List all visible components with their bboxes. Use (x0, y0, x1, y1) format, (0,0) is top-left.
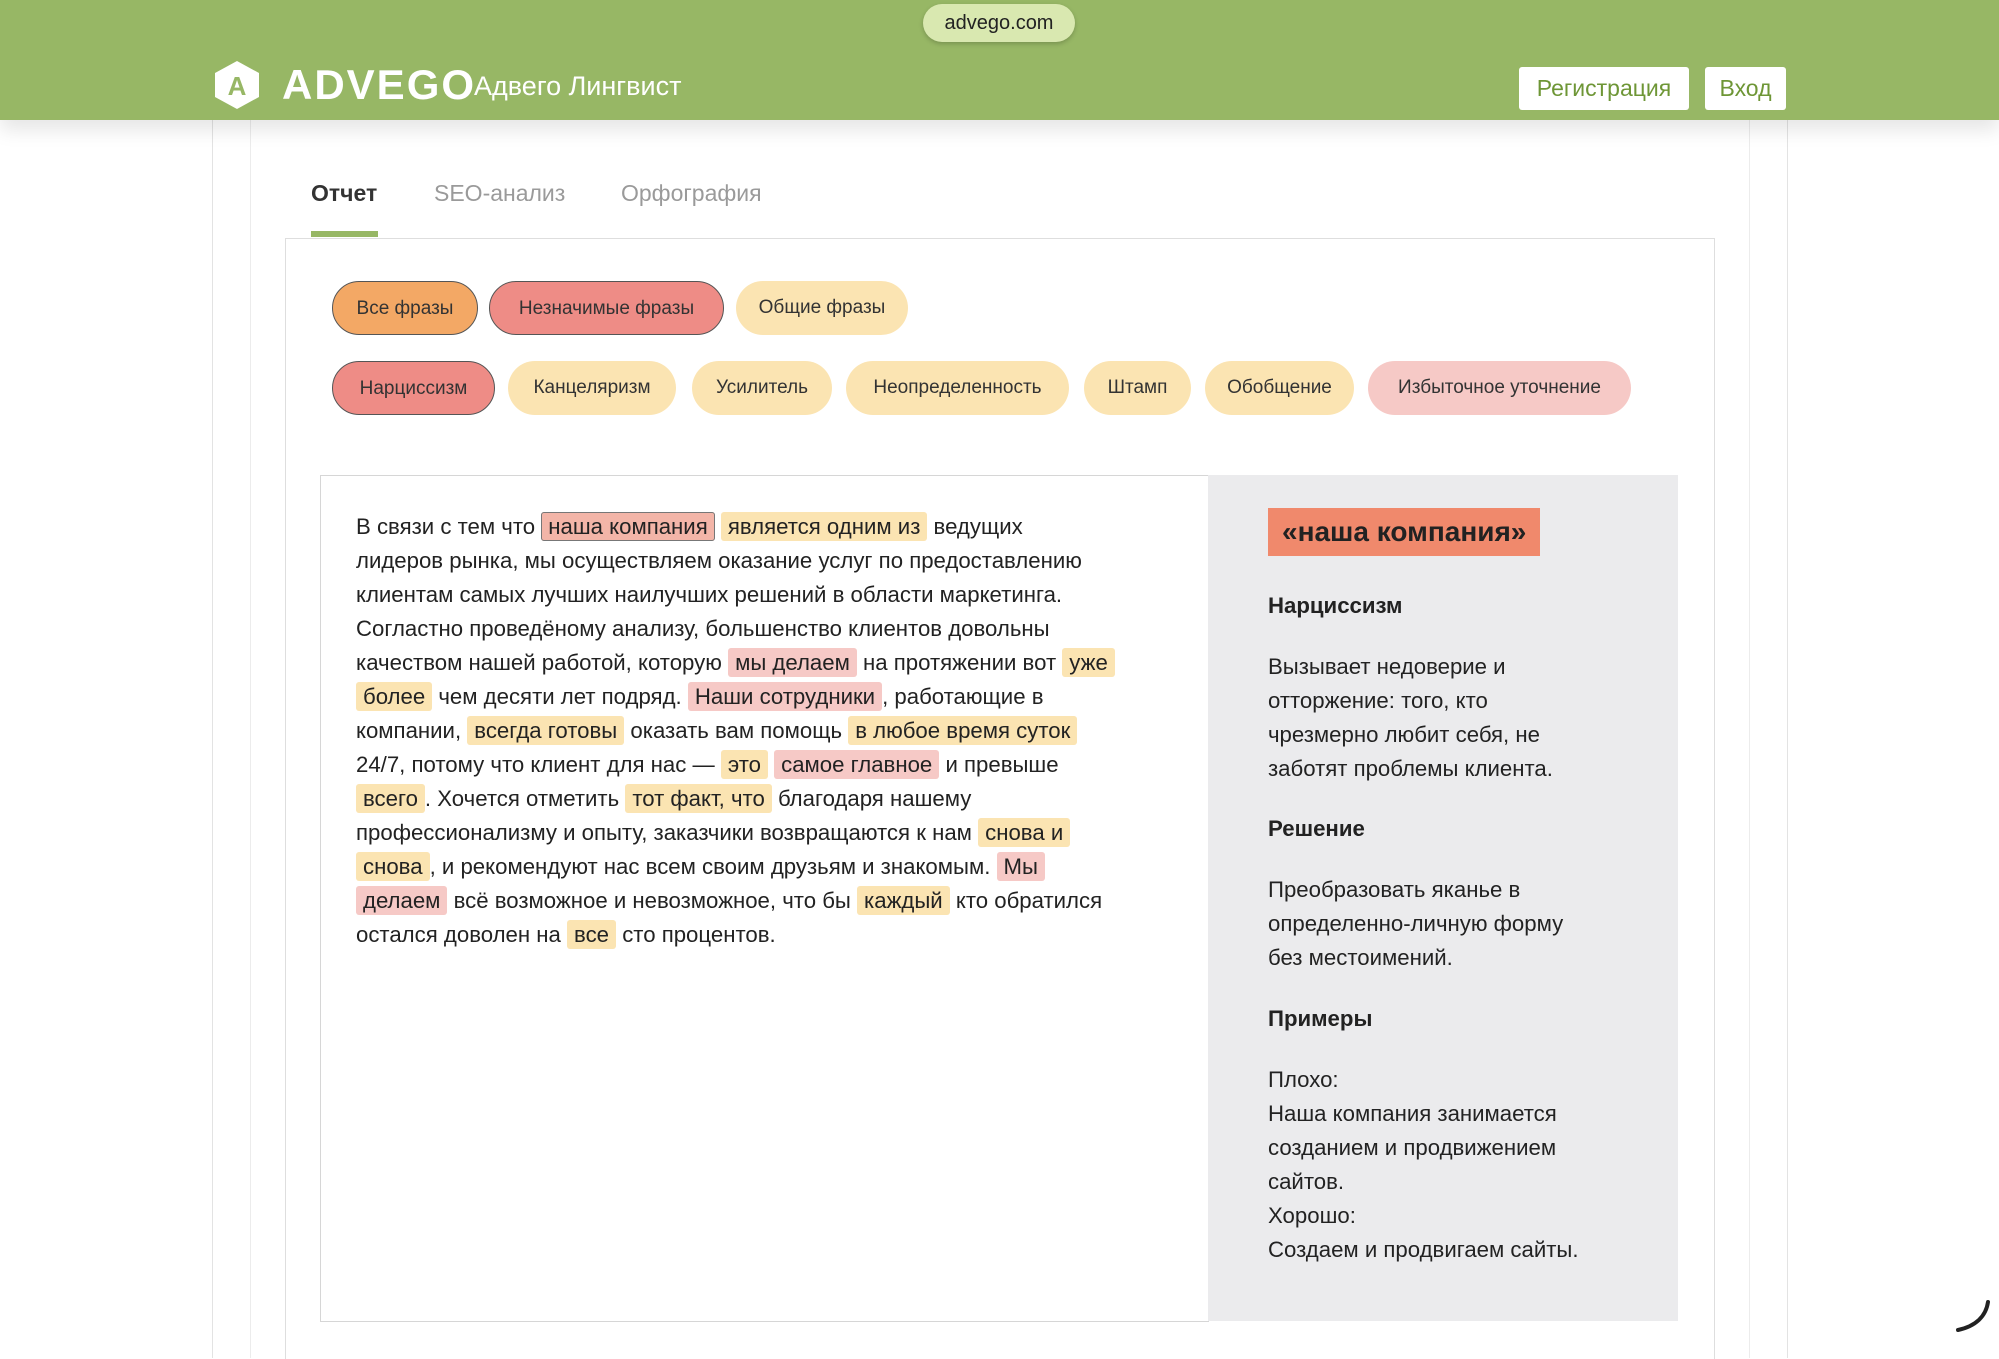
text-segment: Согластно проведёному анализу, большенство клиентов довольны (356, 616, 1050, 641)
text-segment: оказать вам помощь (624, 718, 849, 743)
login-button[interactable]: Вход (1705, 67, 1786, 110)
brand-name[interactable]: ADVEGO (282, 61, 477, 108)
highlighted-phrase[interactable]: все (567, 920, 616, 949)
text-segment: В связи с тем что (356, 514, 542, 539)
filter-insignificant-phrases[interactable]: Незначимые фразы (489, 281, 724, 335)
text-line (356, 918, 1186, 952)
filter-officialese[interactable]: Канцеляризм (508, 361, 676, 415)
tab-seo-analysis[interactable]: SEO-анализ (434, 180, 566, 206)
examples-text: Плохо: Наша компания занимается созданием и продвижением сайтов. Хорошо: Создаем и продвигаем сайты. (1268, 1067, 1579, 1262)
svg-text:A: A (227, 71, 247, 101)
highlighted-phrase[interactable]: самое главное (774, 750, 939, 779)
filter-narcissism[interactable]: Нарциссизм (332, 361, 495, 415)
text-line (356, 782, 1186, 816)
text-segment: ведущих (927, 514, 1023, 539)
brand-subtitle: Адвего Лингвист (474, 71, 682, 101)
highlighted-phrase[interactable]: всего (356, 784, 425, 813)
tab-spelling[interactable]: Орфография (621, 180, 762, 206)
advego-logo-icon[interactable] (211, 59, 263, 111)
text-line (356, 714, 1186, 748)
active-tab-indicator (311, 231, 378, 237)
text-line (356, 646, 1186, 680)
text-line (356, 578, 1186, 612)
text-segment: всё возможное и невозможное, что бы (447, 888, 858, 913)
highlighted-phrase[interactable]: Наши сотрудники (688, 682, 882, 711)
filter-common-phrases[interactable]: Общие фразы (736, 281, 908, 335)
text-segment: сто процентов. (616, 922, 776, 947)
filter-cliche[interactable]: Штамп (1084, 361, 1191, 415)
text-line (356, 680, 1186, 714)
text-segment: на протяжении вот (856, 650, 1063, 675)
text-segment: лидеров рынка, мы осуществляем оказание услуг по предоставлению (356, 548, 1082, 573)
highlighted-phrase[interactable]: более (356, 682, 432, 711)
highlighted-phrase[interactable]: делаем (356, 886, 447, 915)
text-line (356, 612, 1186, 646)
text-segment: клиентам самых лучших наилучших решений в области маркетинга. (356, 582, 1063, 607)
filter-uncertainty[interactable]: Неопределенность (846, 361, 1069, 415)
text-segment: компании, (356, 718, 468, 743)
examples-heading: Примеры (1268, 1006, 1373, 1031)
text-segment: благодаря нашему (771, 786, 972, 811)
text-segment: чем десяти лет подряд. (432, 684, 688, 709)
highlighted-phrase[interactable]: мы делаем (728, 648, 857, 677)
text-line (356, 748, 1186, 782)
highlighted-phrase[interactable]: тот факт, что (625, 784, 771, 813)
highlighted-phrase[interactable]: является одним из (721, 512, 927, 541)
text-segment: остался доволен на (356, 922, 568, 947)
tab-report[interactable]: Отчет (311, 180, 378, 206)
text-segment: качеством нашей работой, которую (356, 650, 729, 675)
selected-phrase: «наша компания» (1268, 508, 1540, 556)
text-line (356, 510, 1186, 544)
filter-redundant-clarification[interactable]: Избыточное уточнение (1368, 361, 1631, 415)
top-bar (0, 0, 1999, 120)
highlighted-phrase[interactable]: снова и (978, 818, 1070, 847)
url-pill[interactable]: advego.com (923, 4, 1075, 42)
text-segment: , и рекомендуют нас всем своим друзьям и знакомым. (429, 854, 997, 879)
detail-category: Нарциссизм (1268, 593, 1403, 618)
highlighted-phrase[interactable]: Мы (997, 852, 1045, 881)
filter-generalization[interactable]: Обобщение (1205, 361, 1354, 415)
register-button[interactable]: Регистрация (1519, 67, 1689, 110)
solution-text: Преобразовать яканье в определенно-личную форму без местоимений. (1268, 877, 1564, 970)
text-segment: и превыше (939, 752, 1059, 777)
highlighted-phrase[interactable]: наша компания (541, 512, 714, 541)
text-segment: 24/7, потому что клиент для нас — (356, 752, 721, 777)
text-line (356, 544, 1186, 578)
text-line (356, 850, 1186, 884)
solution-heading: Решение (1268, 816, 1365, 841)
highlighted-phrase[interactable]: уже (1062, 648, 1115, 677)
text-segment: , работающие в (882, 684, 1044, 709)
text-segment: профессионализму и опыту, заказчики возвращаются к нам (356, 820, 979, 845)
text-line (356, 816, 1186, 850)
highlighted-phrase[interactable]: снова (356, 852, 430, 881)
text-segment (715, 514, 721, 539)
text-segment: кто обратился (949, 888, 1103, 913)
highlighted-phrase[interactable]: это (721, 750, 768, 779)
filter-intensifier[interactable]: Усилитель (692, 361, 832, 415)
detail-description: Вызывает недоверие и отторжение: того, кто чрезмерно любит себя, не заботят проблемы клиента. (1268, 654, 1553, 781)
filter-all-phrases[interactable]: Все фразы (332, 281, 478, 335)
analyzed-text[interactable] (356, 510, 1186, 952)
highlighted-phrase[interactable]: всегда готовы (467, 716, 624, 745)
highlighted-phrase[interactable]: каждый (857, 886, 950, 915)
text-line (356, 884, 1186, 918)
highlighted-phrase[interactable]: в любое время суток (848, 716, 1077, 745)
loading-spinner-icon (1952, 1296, 1992, 1336)
text-segment: . Хочется отметить (424, 786, 626, 811)
